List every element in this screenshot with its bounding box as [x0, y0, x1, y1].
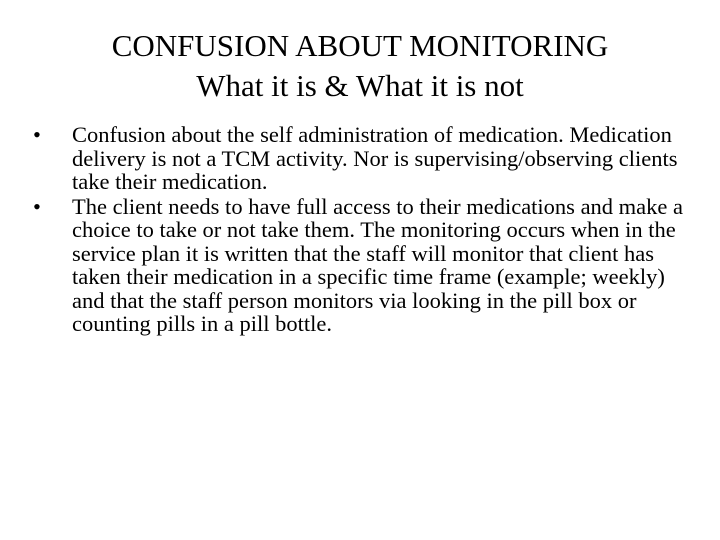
bullet-list — [30, 123, 690, 337]
bullet-icon: • — [33, 122, 41, 147]
bullet-text-2: The client needs to have full access to their medications and make a choice to take or not take them. The monitoring occurs when in the service plan it is written that the staff will monitor that client has taken their medication in a specific time frame (example; weekly) and that the staff person monitors via looking in the pill box or counting pills in a pill bottle. — [72, 193, 684, 336]
slide-title — [20, 26, 700, 106]
title-line-2: What it is & What it is not — [196, 68, 524, 103]
bullet-icon: • — [33, 193, 41, 219]
bullet-item-2 — [30, 195, 690, 336]
bullet-text-1: Confusion about the self administration of medication. Medication delivery is not a TCM activity. Nor is supervising/observing clients take their medication. — [72, 122, 678, 194]
title-line-1: CONFUSION ABOUT MONITORING — [111, 28, 609, 63]
bullet-item-1 — [30, 123, 690, 194]
